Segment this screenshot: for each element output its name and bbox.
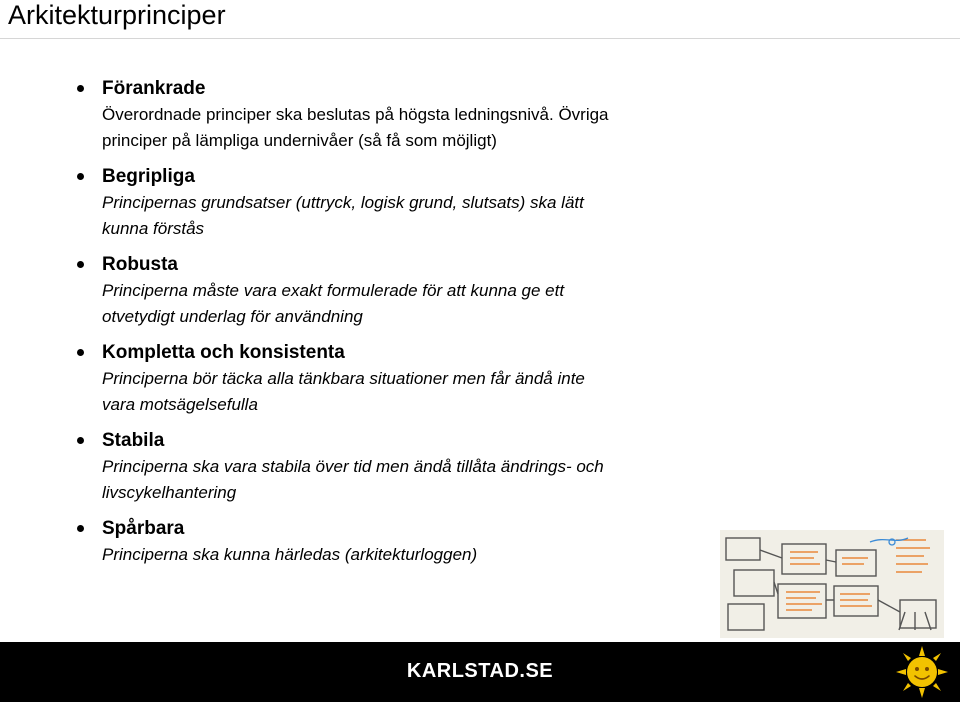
principle-title: Robusta (102, 254, 178, 275)
bullet-icon (77, 437, 84, 444)
title-divider (0, 38, 960, 39)
list-item (75, 428, 715, 506)
principle-list (75, 76, 715, 578)
brand-wordmark: KARLSTAD.SE (406, 660, 554, 682)
principle-title: Spårbara (102, 518, 185, 539)
bullet-icon (77, 173, 84, 180)
list-item (75, 516, 715, 568)
bullet-icon (77, 261, 84, 268)
list-item (75, 252, 715, 330)
principle-title: Begripliga (102, 166, 195, 187)
principle-title: Stabila (102, 430, 165, 451)
page-title: Arkitekturprinciper (8, 0, 226, 30)
principle-description: Överordnade principer ska beslutas på högsta ledningsnivå. Övriga principer på lämpliga undernivåer (så få som möjligt) (102, 105, 609, 150)
principle-description: Principerna måste vara exakt formulerade för att kunna ge ett otvetydigt underlag för användning (102, 281, 565, 326)
bullet-icon (77, 525, 84, 532)
list-item (75, 340, 715, 418)
whiteboard-sketch-drawing (720, 530, 944, 638)
list-item (75, 164, 715, 242)
bullet-icon (77, 85, 84, 92)
bullet-icon (77, 349, 84, 356)
footer-bar (0, 642, 960, 702)
list-item (75, 76, 715, 154)
principle-description: Principernas grundsatser (uttryck, logisk grund, slutsats) ska lätt kunna förstås (102, 193, 584, 238)
principle-description: Principerna ska vara stabila över tid men ändå tillåta ändrings- och livscykelhantering (102, 457, 604, 502)
whiteboard-sketch-image (720, 530, 944, 638)
principle-description: Principerna ska kunna härledas (arkitekturloggen) (102, 545, 478, 564)
principle-title: Kompletta och konsistenta (102, 342, 345, 363)
sun-logo-icon (896, 646, 948, 698)
principle-title: Förankrade (102, 78, 206, 99)
principle-description: Principerna bör täcka alla tänkbara situationer men får ändå inte vara motsägelsefulla (102, 369, 585, 414)
